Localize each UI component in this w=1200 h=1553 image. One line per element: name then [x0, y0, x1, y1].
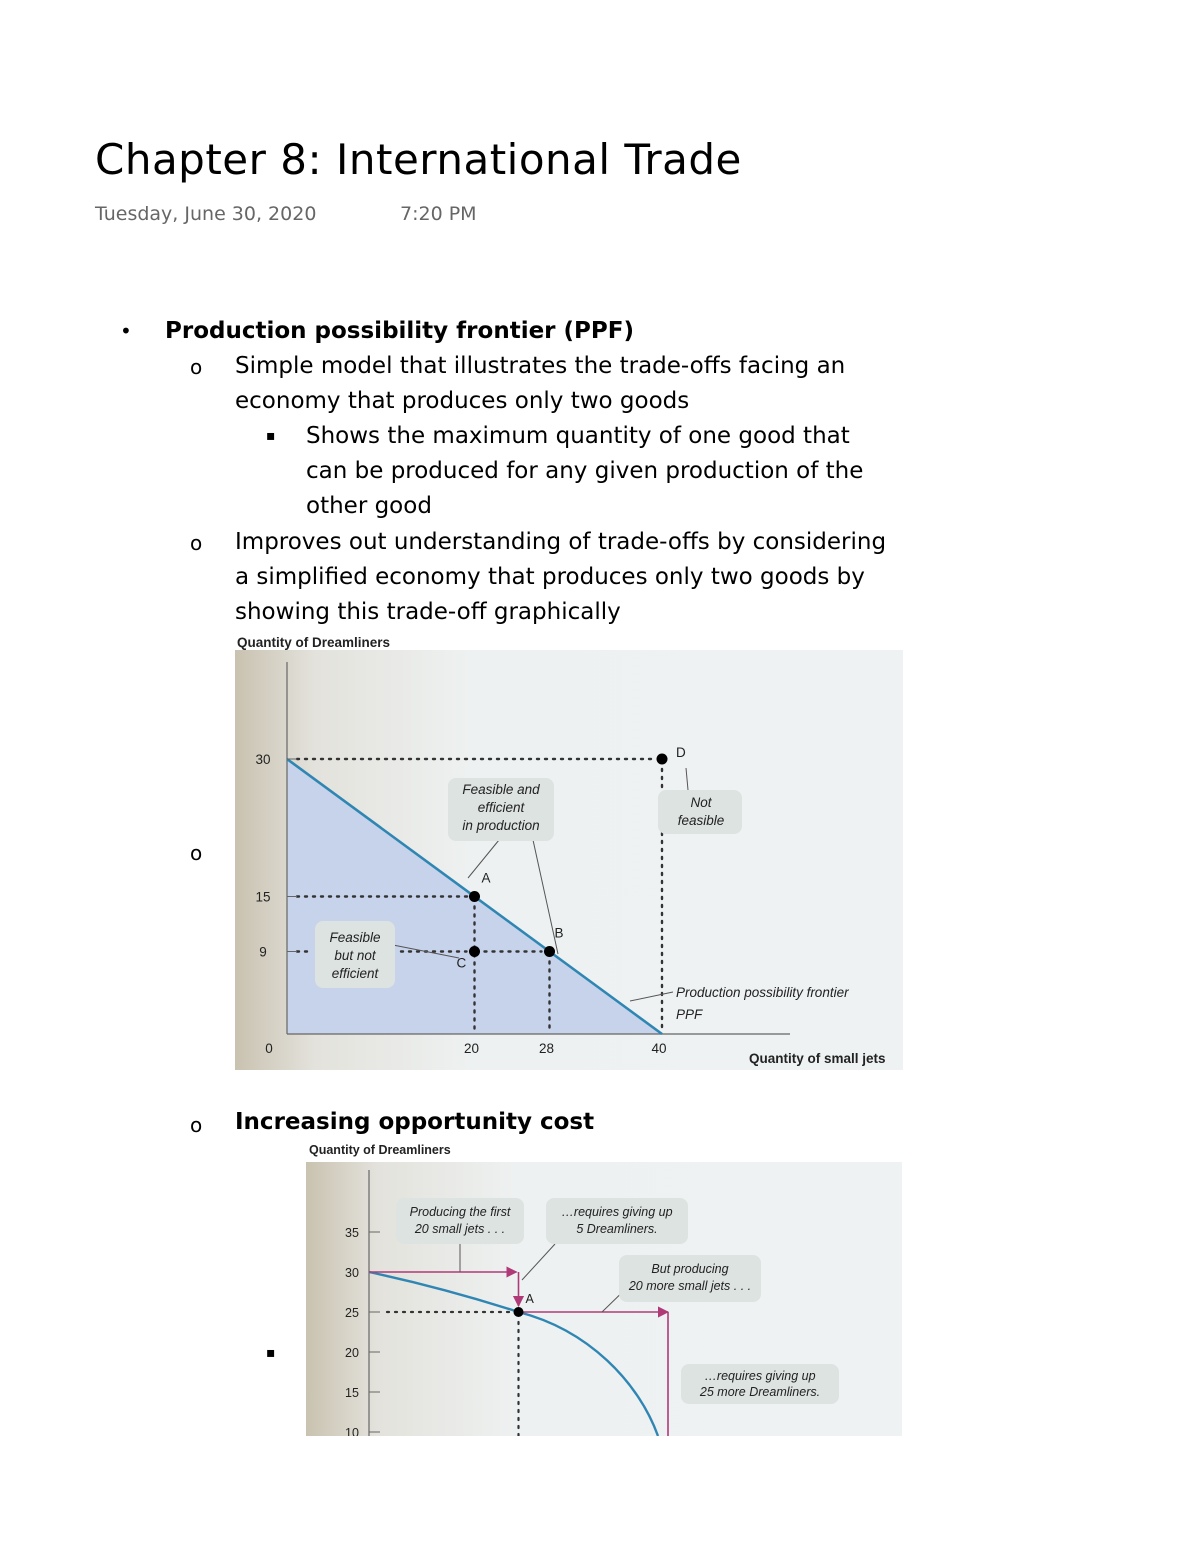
bullet-level3: ▪: [266, 428, 276, 444]
sub1a-line2: can be produced for any given production of the: [306, 458, 864, 484]
callout-text: But producing: [651, 1262, 729, 1276]
note-time: 7:20 PM: [400, 203, 477, 225]
opportunity-cost-figure: [306, 1140, 902, 1436]
point-C: [469, 946, 480, 957]
sub1-line1: Simple model that illustrates the trade-offs facing an: [235, 353, 846, 379]
callout-text: 5 Dreamliners.: [576, 1222, 658, 1236]
y-tick-label: 30: [345, 1266, 359, 1280]
ppf-label: Production possibility frontier: [676, 985, 849, 1000]
y-axis-label: Quantity of Dreamliners: [237, 635, 391, 650]
sub2-line3: showing this trade-off graphically: [235, 599, 621, 625]
y-tick-label: 10: [345, 1426, 359, 1436]
bullet-level1: •: [120, 319, 132, 343]
callout-text: efficient: [477, 800, 525, 815]
y-tick-label: 15: [345, 1386, 359, 1400]
origin-label: 0: [265, 1041, 273, 1056]
point-label-A: A: [525, 1292, 534, 1306]
sub1a-line1: Shows the maximum quantity of one good that: [306, 423, 850, 449]
x-tick-label: 20: [463, 1041, 480, 1056]
bullet-level2: o: [190, 531, 203, 555]
callout-text: Not: [690, 795, 712, 810]
page-title: Chapter 8: International Trade: [95, 135, 742, 184]
y-tick-label: 25: [345, 1306, 359, 1320]
ppf-chart-svg: [235, 628, 903, 1070]
note-date: Tuesday, June 30, 2020: [95, 203, 317, 225]
point-label-C: C: [456, 955, 467, 971]
y-tick-label: 9: [259, 944, 267, 960]
y-tick-label: 15: [255, 889, 271, 905]
sub1a-line3: other good: [306, 493, 432, 519]
ppf-figure: [235, 628, 903, 1070]
point-B: [544, 946, 555, 957]
callout-text: …requires giving up: [704, 1369, 816, 1383]
point-A: [514, 1307, 524, 1317]
callout-text: but not: [334, 948, 376, 963]
point-label-B: B: [554, 925, 564, 941]
sub2-line1: Improves out understanding of trade-offs by considering: [235, 529, 887, 555]
callout-text: in production: [462, 818, 540, 833]
point-D: [657, 754, 668, 765]
opportunity-cost-chart-svg: [306, 1140, 902, 1436]
callout-text: Feasible: [329, 930, 381, 945]
callout-text: 20 more small jets . . .: [628, 1279, 752, 1293]
callout-text: 25 more Dreamliners.: [699, 1385, 821, 1399]
ppf-label-short: PPF: [676, 1007, 703, 1022]
x-tick-label: 40: [651, 1041, 667, 1056]
increasing-cost-heading: Increasing opportunity cost: [235, 1109, 595, 1135]
bullet-level2: o: [190, 355, 203, 379]
callout-text: …requires giving up: [561, 1205, 673, 1219]
callout-text: feasible: [677, 813, 725, 828]
y-tick-label: 20: [345, 1346, 359, 1360]
y-axis-label: Quantity of Dreamliners: [309, 1143, 451, 1157]
callout-text: Producing the first: [409, 1205, 511, 1219]
bullet-level2: o: [190, 1113, 203, 1137]
point-A: [469, 891, 480, 902]
callout-text: efficient: [331, 966, 379, 981]
sub2-line2: a simplified economy that produces only two goods by: [235, 564, 865, 590]
x-tick-label: 28: [538, 1041, 555, 1056]
x-axis-label: Quantity of small jets: [749, 1051, 886, 1066]
point-label-A: A: [481, 870, 491, 886]
callout-text: 20 small jets . . .: [414, 1222, 506, 1236]
ppf-heading: Production possibility frontier (PPF): [165, 318, 634, 344]
sub1-line2: economy that produces only two goods: [235, 388, 690, 414]
y-tick-label: 35: [345, 1226, 359, 1240]
bullet-level3: ▪: [266, 1345, 276, 1361]
callout-text: Feasible and: [462, 782, 540, 797]
y-tick-label: 30: [255, 752, 271, 767]
bullet-level2: o: [190, 841, 203, 865]
point-label-D: D: [676, 745, 686, 760]
